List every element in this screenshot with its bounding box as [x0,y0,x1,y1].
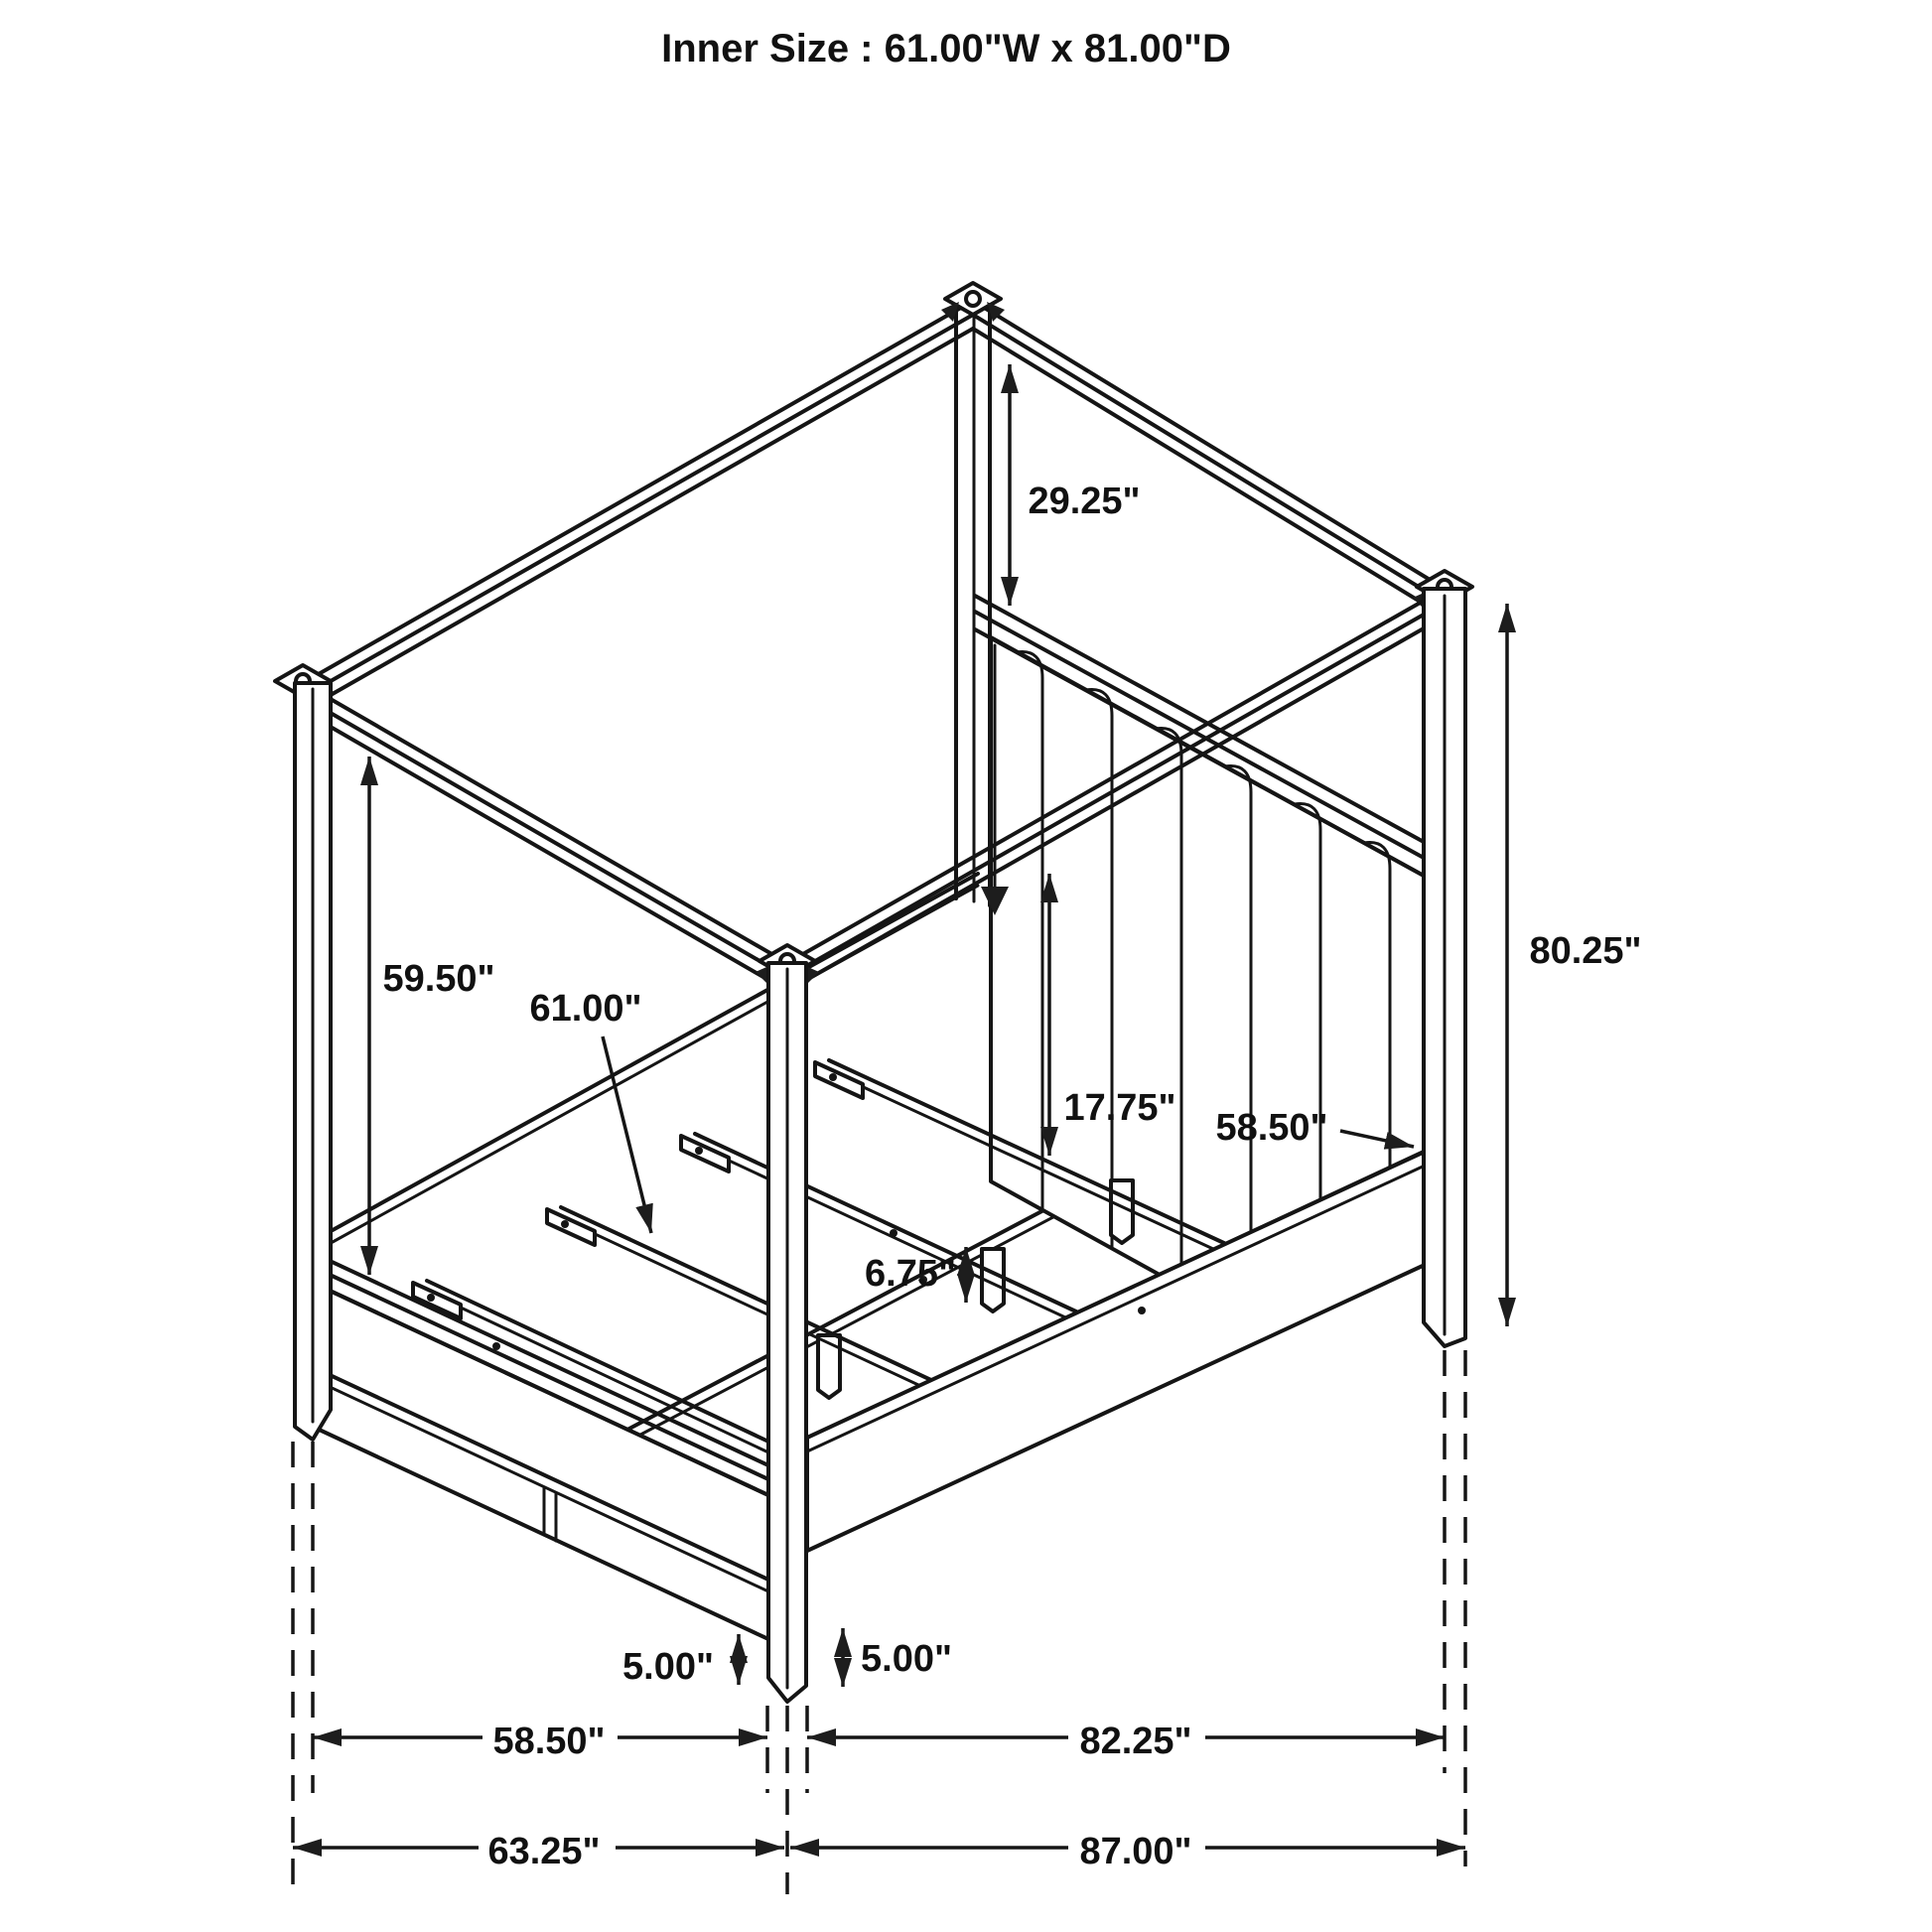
right-post [1424,589,1465,1346]
dimension-label-63-25: 63.25" [487,1831,601,1872]
diagram-title: Inner Size : 61.00"W x 81.00"D [661,27,1231,70]
dimension-label-5-00-right: 5.00" [861,1638,952,1680]
dimension-87-00 [790,1831,1465,1872]
dimension-label-59-50: 59.50" [382,958,495,1000]
dimension-58-50-bottom [313,1721,767,1762]
dimension-label-58-50-headboard: 58.50" [1215,1107,1328,1149]
dimension-29-25 [1010,364,1141,606]
dimension-63-25 [293,1831,784,1872]
left-side-rail [333,874,978,1242]
back-post [956,303,990,905]
dimension-5-00-right [843,1628,952,1687]
dimension-80-25 [1507,604,1642,1326]
dimension-label-61-00: 61.00" [529,988,642,1030]
dimension-59-50 [369,757,495,1275]
dimension-5-00-left [622,1634,739,1688]
dimension-label-80-25: 80.25" [1529,930,1642,972]
dimension-label-58-50-bottom: 58.50" [492,1721,606,1762]
dimension-label-6-75: 6.75" [865,1253,956,1295]
dimension-label-5-00-left: 5.00" [622,1646,714,1688]
dimension-label-82-25: 82.25" [1079,1721,1192,1762]
dimension-82-25 [807,1721,1445,1762]
dimension-label-29-25: 29.25" [1028,481,1141,522]
dimension-label-87-00: 87.00" [1079,1831,1192,1872]
canopy-frame-far-rails [303,301,1445,711]
canopy-corner-plates [275,283,1472,704]
footboard [313,1253,768,1639]
front-post [768,963,806,1702]
dimension-6-75 [865,1247,966,1303]
left-post [295,683,331,1440]
dimension-label-17-75: 17.75" [1063,1087,1176,1129]
headboard [975,596,1424,1275]
